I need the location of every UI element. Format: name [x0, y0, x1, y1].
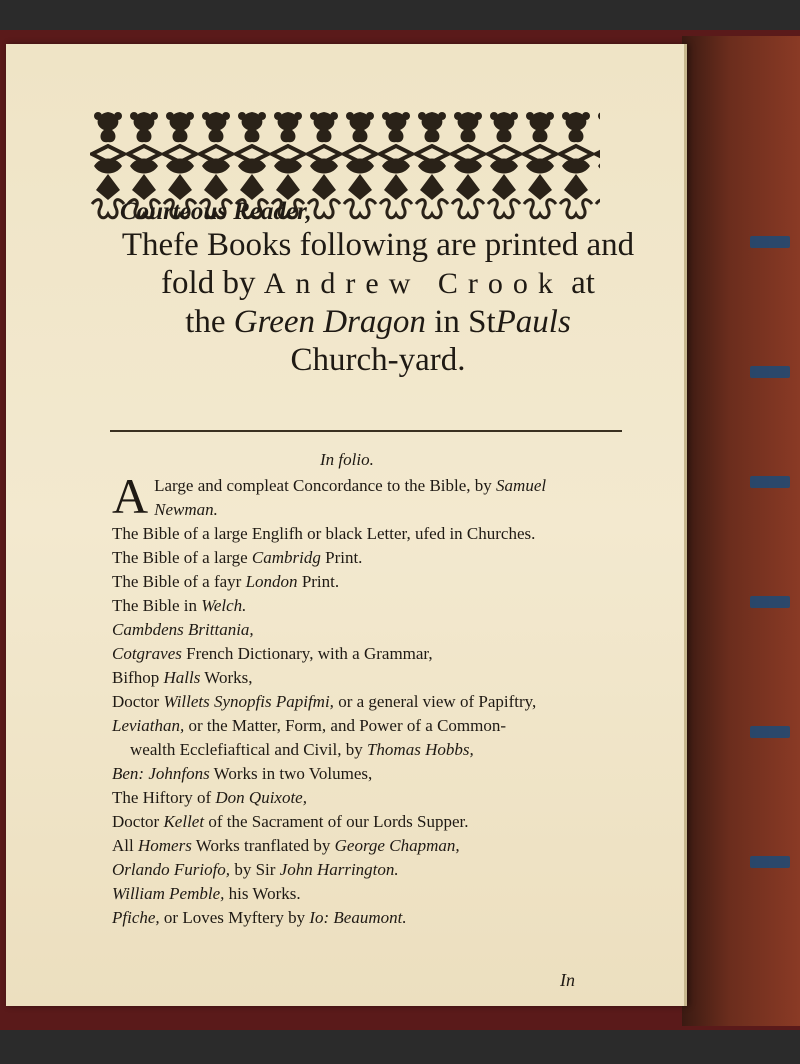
intro-line-3: the Green Dragon in StPauls — [185, 304, 571, 340]
book-edge — [682, 36, 800, 1026]
book-entry: The Hiftory of Don Quixote, — [112, 788, 307, 807]
bookseller-name: Andrew Crook — [263, 267, 563, 300]
divider-rule — [110, 430, 622, 432]
shop-sign: Green Dragon — [233, 304, 426, 340]
intro-line-2: fold by Andrew Crook at — [161, 265, 595, 301]
book-entry: Doctor Willets Synopfis Papifmi, or a general view of Papiftry, — [112, 692, 537, 711]
book-entry: Orlando Furiofo, by Sir John Harrington. — [112, 860, 399, 879]
book-entry: The Bible of a large Englifh or black Letter, ufed in Churches. — [112, 524, 536, 543]
drop-capital: A — [112, 468, 149, 524]
book-entry: The Bible in Welch. — [112, 596, 247, 615]
book-list — [112, 468, 632, 930]
intro-line-1: Thefe Books following are printed and — [121, 227, 635, 263]
book-entry: Cotgraves French Dictionary, with a Grammar, — [112, 644, 433, 663]
catchword: In — [560, 970, 575, 990]
book-entry: Cambdens Brittania, — [112, 620, 254, 639]
salutation: Courteous Reader, — [120, 198, 312, 225]
book-entry: Pfiche, or Loves Myftery by Io: Beaumont. — [112, 908, 407, 927]
book-entry: The Bible of a large Cambridg Print. — [112, 548, 363, 567]
section-heading: In folio. — [320, 450, 374, 469]
book-entry: Doctor Kellet of the Sacrament of our Lords Supper. — [112, 812, 469, 831]
book-entry: The Bible of a fayr London Print. — [112, 572, 340, 591]
book-entry: wealth Ecclefiaftical and Civil, by Thomas Hobbs, — [130, 740, 474, 759]
book-entry: All Homers Works tranflated by George Chapman, — [112, 836, 460, 855]
book-entry: Leviathan, or the Matter, Form, and Power of a Common- — [112, 716, 507, 735]
book-entry: A Large and compleat Concordance to the Bible, by Samuel — [112, 468, 547, 524]
book-entry: Ben: Johnfons Works in two Volumes, — [112, 764, 373, 783]
intro-text — [108, 226, 648, 379]
book-entry: Bifhop Halls Works, — [112, 668, 253, 687]
book-entry: Newman. — [154, 500, 218, 519]
book-entry: William Pemble, his Works. — [112, 884, 301, 903]
intro-line-4: Church-yard. — [290, 342, 466, 378]
